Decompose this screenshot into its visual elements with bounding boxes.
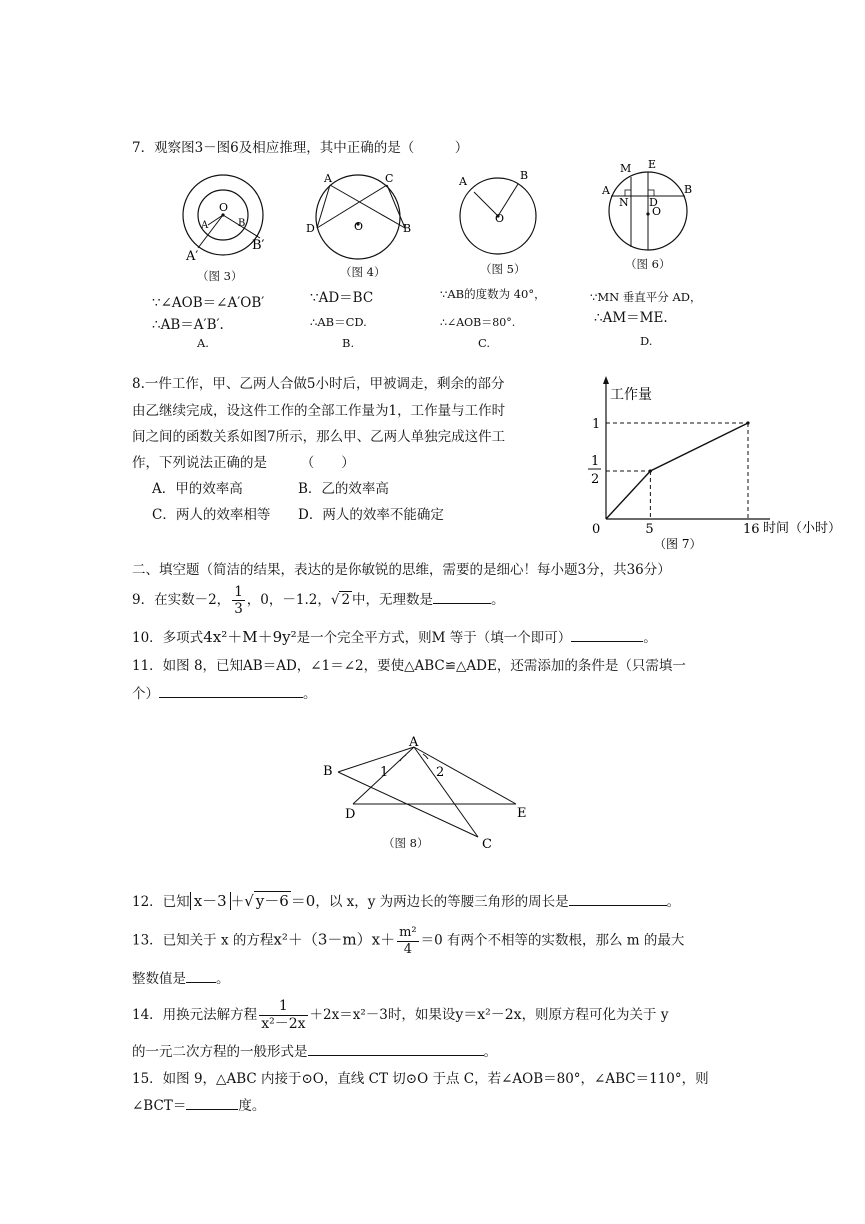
x-axis-label: 时间（小时）: [763, 521, 842, 536]
q8-line-4: 作，下列说法正确的是 （ ）: [132, 455, 355, 471]
fig8-caption: （图 8）: [383, 836, 429, 850]
q8-option-d: D．两人的效率不能确定: [298, 507, 444, 523]
q9-fraction: $\frac{1}{3}$: [234, 584, 243, 618]
y-axis-arrow: [603, 376, 609, 384]
figure-8: [318, 732, 538, 854]
q13-answer-blank[interactable]: [186, 970, 216, 983]
q12-sqrt: √ y－6: [244, 892, 289, 910]
q9-text-pre: 9．在实数－2，: [132, 592, 231, 609]
fig8-label-c: C: [482, 837, 492, 852]
fig3-line1: ∵∠AOB＝∠A′OB′: [152, 295, 265, 311]
fig8-label-e: E: [517, 806, 527, 821]
q14-substitution: y＝x²－2x: [455, 1006, 522, 1023]
fig8-label-b: B: [323, 764, 333, 779]
fig4-label-a: A: [324, 172, 332, 185]
fig3-choice: A.: [197, 336, 209, 350]
q11-answer-blank[interactable]: [159, 685, 303, 698]
fig6-label-b: B: [684, 183, 693, 196]
fig5-choice: C.: [478, 336, 491, 350]
fig5-label-b: B: [520, 169, 529, 182]
figure-4: [305, 170, 415, 268]
figure-7-chart: [580, 374, 852, 552]
fig6-label-n: N: [619, 196, 629, 209]
q13-expression: x²＋（3－m）x＋: [273, 930, 396, 949]
q8-line-2: 由乙继续完成，设这件工作的全部工作量为1，工作量与工作时: [132, 403, 506, 419]
data-point-2: [746, 421, 749, 424]
q13-line-2: 整数值是 。: [132, 971, 230, 987]
fig6-line1: ∵MN 垂直平分 AD，: [590, 290, 702, 304]
data-point-1: [649, 469, 652, 472]
fig6-label-o: O: [652, 205, 662, 218]
q13: 13．已知关于 x 的方程x²＋（3－m）x＋ $\frac{\text{m²}}{4}$ ＝0 有两个不相等的实数根，那么 m 的最大: [132, 925, 685, 957]
q14: 14．用换元法解方程 $\frac{1}{\text{x²－2x}}$ ＋2x＝x²－3时，如果设y＝x²－2x，则原方程可化为关于 y: [132, 998, 669, 1032]
fig4-caption: （图 4）: [340, 265, 386, 279]
y-tick-label-half-den: 2: [591, 472, 600, 487]
x-tick-label-0: 0: [592, 522, 601, 537]
q14-fraction: $\frac{1}{\text{x²－2x}}$: [261, 998, 306, 1032]
fig6-label-d: D: [649, 196, 658, 209]
fig3-label-b-prime: B′: [252, 238, 265, 253]
x-tick-label-16: 16: [743, 522, 760, 537]
figure-5: [452, 168, 552, 260]
q8-option-a: A．甲的效率高: [152, 481, 243, 497]
fig5-caption: （图 5）: [480, 262, 526, 276]
q15-line-2: ∠BCT＝ 度。: [132, 1098, 266, 1114]
q10-expression: 4x²＋M＋9y²: [203, 628, 297, 646]
q8-line-3: 间之间的函数关系如图7所示，那么甲、乙两人单独完成这件工: [132, 429, 506, 445]
fig6-line2: ∴AM＝ME.: [594, 310, 668, 326]
x-tick-label-5: 5: [645, 522, 654, 537]
fig6-label-a: A: [602, 184, 610, 197]
fig3-label-b: B: [238, 218, 246, 229]
q12: 12．已知 x－3 ＋√ y－6 ＝0，以 x，y 为两边长的等腰三角形的周长是 。: [132, 892, 681, 910]
q12-abs-value: x－3: [190, 892, 231, 910]
fig3-label-a-prime: A′: [186, 249, 199, 264]
y-tick-label-half-num: 1: [591, 454, 600, 469]
fig5-label-a: A: [459, 175, 467, 188]
fig3-label-o: O: [219, 201, 229, 214]
fig6-label-m: M: [620, 162, 632, 175]
q15-line-1: 15．如图 9，△ABC 内接于⊙O，直线 CT 切⊙O 于点 C，若∠AOB＝80°，∠ABC＝110°，则: [132, 1071, 709, 1087]
fig4-line2: ∴AB＝CD.: [310, 315, 367, 329]
fig5-line1: ∵AB的度数为 40°，: [440, 287, 546, 301]
q9-text-post: 中，无理数是: [352, 592, 434, 609]
y-tick-label-1: 1: [592, 417, 601, 432]
fig3-label-a: A: [201, 220, 209, 231]
fig6-choice: D.: [640, 334, 653, 348]
q9-answer-blank[interactable]: [433, 591, 491, 604]
q13-fraction: $\frac{\text{m²}}{4}$: [399, 925, 417, 957]
q10-answer-blank[interactable]: [571, 629, 643, 642]
q8-option-b: B．乙的效率高: [298, 481, 389, 497]
fig5-line2: ∴∠AOB＝80°.: [440, 316, 516, 329]
y-axis-label: 工作量: [610, 387, 652, 403]
fig6-label-e: E: [648, 158, 657, 171]
fig4-choice: B.: [342, 336, 355, 350]
fig6-caption: （图 6）: [625, 257, 671, 271]
q11-line-1: 11．如图 8，已知AB＝AD，∠1＝∠2，要使△ABC≌△ADE，还需添加的条件是（只需填一: [132, 658, 686, 674]
fig4-label-o: O: [354, 220, 364, 233]
q14-answer-blank[interactable]: [308, 1043, 484, 1056]
q8-line-1: 8.一件工作，甲、乙两人合做5小时后，甲被调走，剩余的部分: [132, 376, 505, 392]
fig8-label-d: D: [345, 807, 356, 822]
figure-6: [598, 156, 698, 256]
fig4-label-d: D: [306, 222, 315, 235]
fig8-label-1: 1: [380, 765, 389, 780]
q7-stem: 7．观察图3－图6及相应推理，其中正确的是（ ）: [132, 140, 469, 156]
fig8-label-a: A: [409, 735, 419, 750]
q9-text-mid: ，0，－1.2，: [246, 592, 331, 609]
fig4-line1: ∵AD＝BC: [310, 290, 374, 306]
figure-7-caption: （图 7）: [654, 537, 702, 551]
figure-3: [170, 170, 280, 270]
section-2-heading: 二、填空题（简洁的结果，表达的是你敏锐的思维，需要的是细心！每小题3分，共36分）: [132, 562, 671, 578]
fig8-label-2: 2: [436, 765, 445, 780]
q8-option-c: C．两人的效率相等: [152, 507, 271, 523]
q14-line-2: 的一元二次方程的一般形式是 。: [132, 1044, 497, 1060]
q11-line-2: 个） 。: [132, 686, 317, 702]
q10: 10．多项式4x²＋M＋9y²是一个完全平方式，则M 等于（填一个即可） 。: [132, 628, 657, 646]
fig3-caption: （图 3）: [197, 269, 243, 283]
fig4-label-c: C: [385, 172, 394, 185]
fig5-label-o: O: [495, 212, 505, 225]
q9-sqrt: √ 2: [330, 592, 351, 609]
q9: 9．在实数－2， $\frac{1}{3}$ ，0，－1.2，√ 2 中，无理数是 。: [132, 584, 505, 618]
q15-answer-blank[interactable]: [186, 1097, 238, 1110]
fig3-line2: ∴AB＝A′B′.: [152, 317, 224, 333]
fig4-label-b: B: [403, 222, 412, 235]
q12-answer-blank[interactable]: [569, 893, 667, 906]
